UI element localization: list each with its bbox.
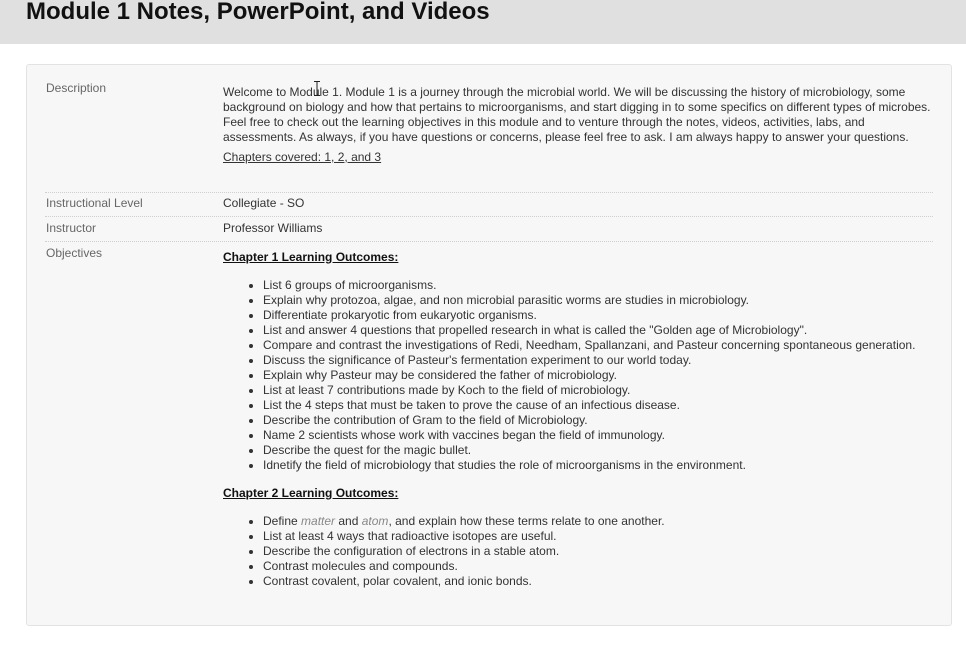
list-item: • Describe the quest for the magic bullet. <box>263 443 935 458</box>
list-item: • Idnetify the field of microbiology that studies the role of microorganisms in the environment. <box>263 458 935 473</box>
list-item: • Explain why protozoa, algae, and non microbial parasitic worms are studies in microbiology. <box>263 293 935 308</box>
item-text: , and explain how these terms relate to one another. <box>388 514 665 528</box>
list-item: • Contrast molecules and compounds. <box>263 559 935 574</box>
instructor-row <box>45 221 933 242</box>
instructional-level-row <box>45 196 933 217</box>
description-label: Description <box>46 81 107 95</box>
objectives-value <box>223 250 935 589</box>
chapter2-outcomes-list <box>223 514 935 589</box>
list-item: • List at least 7 contributions made by Koch to the field of microbiology. <box>263 383 935 398</box>
list-item: • List and answer 4 questions that propelled research in what is called the "Golden age of Microbiology". <box>263 323 935 338</box>
list-item: • Describe the contribution of Gram to the field of Microbiology. <box>263 413 935 428</box>
instructor-value: Professor Williams <box>223 221 323 235</box>
item-text: Define <box>263 514 302 528</box>
list-item: • Describe the configuration of electrons in a stable atom. <box>263 544 935 559</box>
list-item: • List the 4 steps that must be taken to prove the cause of an infectious disease. <box>263 398 935 413</box>
instructor-label: Instructor <box>46 221 97 235</box>
list-item: • Differentiate prokaryotic from eukaryotic organisms. <box>263 308 935 323</box>
term-matter: matter <box>301 514 336 528</box>
description-value <box>223 85 935 165</box>
list-item: • Contrast covalent, polar covalent, and ionic bonds. <box>263 574 935 589</box>
list-item: • Explain why Pasteur may be considered the father of microbiology. <box>263 368 935 383</box>
item-text: and <box>335 514 362 528</box>
instructional-level-value: Collegiate - SO <box>223 196 305 210</box>
list-item: • Name 2 scientists whose work with vaccines began the field of immunology. <box>263 428 935 443</box>
chapter1-outcomes-list <box>223 278 935 473</box>
list-item: • List at least 4 ways that radioactive isotopes are useful. <box>263 529 935 544</box>
page-header <box>0 0 966 44</box>
objectives-row <box>45 246 933 646</box>
description-text: Welcome to Module 1. Module 1 is a journey through the microbial world. We will be discussing the history of microbiology, some background on biology and how that pertains to microorganisms, and start digging in to some specifics on different types of microbes. Feel free to check out the learning objectives in this module and to venture through the notes, videos, activities, labs, and assessments. As always, if you have questions or concerns, please feel free to ask. I am always happy to answer your questions. <box>223 85 931 144</box>
chapters-covered-link[interactable]: Chapters covered: 1, 2, and 3 <box>223 150 382 164</box>
list-item <box>263 514 935 529</box>
list-item: • List 6 groups of microorganisms. <box>263 278 935 293</box>
chapter1-heading: Chapter 1 Learning Outcomes: <box>223 250 399 264</box>
module-details-panel <box>26 64 952 626</box>
description-row <box>45 81 933 193</box>
term-atom: atom <box>361 514 389 528</box>
instructional-level-label: Instructional Level <box>46 196 143 210</box>
text-cursor-icon <box>314 81 320 96</box>
list-item: • Compare and contrast the investigations of Redi, Needham, Spallanzani, and Pasteur concerning spontaneous generation. <box>263 338 935 353</box>
chapter2-heading: Chapter 2 Learning Outcomes: <box>223 486 399 500</box>
page-title: Module 1 Notes, PowerPoint, and Videos <box>26 0 490 25</box>
objectives-label: Objectives <box>46 246 103 260</box>
list-item: • Discuss the significance of Pasteur's fermentation experiment to our world today. <box>263 353 935 368</box>
